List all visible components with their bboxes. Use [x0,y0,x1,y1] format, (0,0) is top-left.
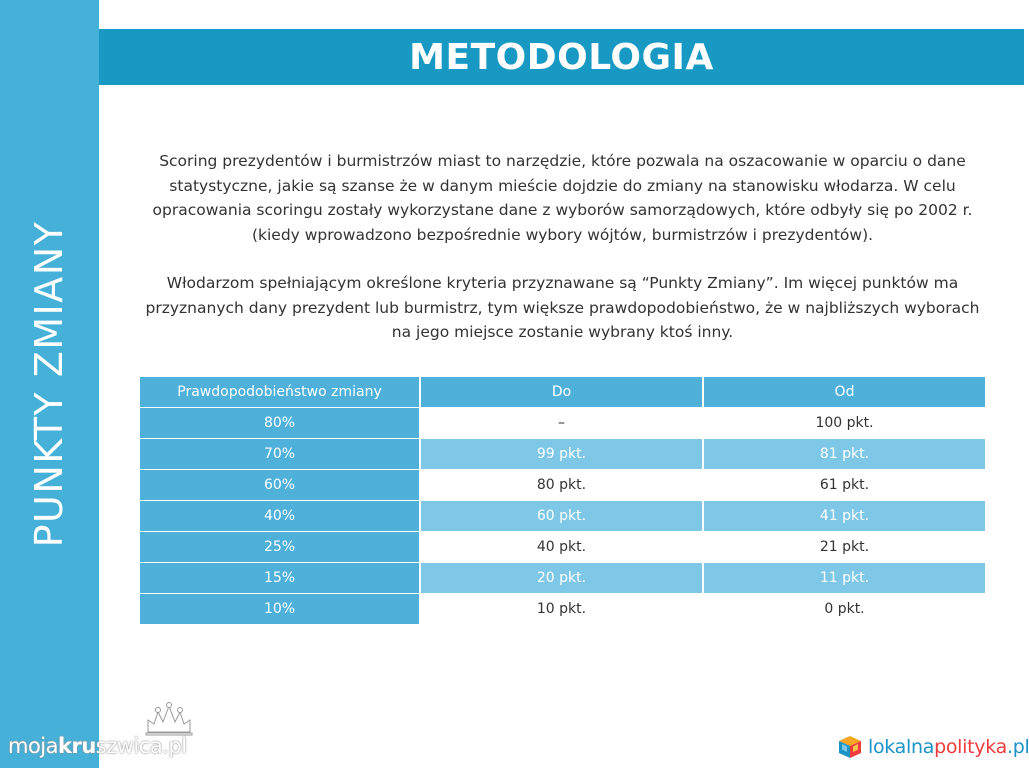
probability-cell: 60% [140,470,420,501]
header-to: Do [420,377,703,408]
wordmark-part-3: szwica.pl [95,734,187,758]
probability-cell: 10% [140,594,420,625]
mojakruszwica-logo [8,700,198,760]
probability-cell: 40% [140,501,420,532]
from-cell: 61 pkt. [703,470,985,501]
table-row [140,470,985,501]
probability-cell: 15% [140,563,420,594]
table-header-row [140,377,985,408]
intro-paragraph-2: Włodarzom spełniającym określone kryteria przyznawane są “Punkty Zmiany”. Im więcej punktów ma przyznanych dany prezydent lub burmistrz, tym większe prawdopodobieństwo, że w najbliższych wyborach na jego miejsce zostanie wybrany ktoś inny. [145,274,980,341]
sidebar [0,0,99,768]
to-cell: 10 pkt. [420,594,703,625]
from-cell: 41 pkt. [703,501,985,532]
probability-cell: 70% [140,439,420,470]
crown-emblem-icon [144,702,194,736]
lokalnapolityka-logo [838,735,1029,759]
to-cell: 80 pkt. [420,470,703,501]
header-probability: Prawdopodobieństwo zmiany [140,377,420,408]
cube-logo-icon [838,735,862,759]
table-row [140,501,985,532]
wordmark-part-1: moja [8,734,59,758]
from-cell: 0 pkt. [703,594,985,625]
from-cell: 11 pkt. [703,563,985,594]
probability-cell: 80% [140,408,420,439]
points-table [140,377,985,625]
from-cell: 100 pkt. [703,408,985,439]
intro-paragraph-1: Scoring prezydentów i burmistrzów miast to narzędzie, które pozwala na oszacowanie w oparciu o dane statystyczne, jakie są szanse że w danym mieście dojdzie do zmiany na stanowisku włodarza. W celu opracowania scoringu zostały wykorzystane dane z wyborów samorządowych, które odbyły się po 2002 r. (kiedy wprowadzono bezpośrednie wybory wójtów, burmistrzów i prezydentów). [152,152,973,244]
header-band [99,29,1024,85]
page-title: METODOLOGIA [409,36,714,78]
to-cell: – [420,408,703,439]
table-row [140,439,985,470]
wordmark-part-1: lokalna [868,736,935,758]
lokalnapolityka-wordmark [868,736,1029,758]
intro-text [140,149,985,345]
header-from: Od [703,377,985,408]
table-row [140,594,985,625]
from-cell: 81 pkt. [703,439,985,470]
wordmark-part-2: polityka [934,736,1007,758]
to-cell: 60 pkt. [420,501,703,532]
wordmark-part-3: .pl [1006,736,1029,758]
mojakruszwica-wordmark [8,734,187,758]
table-row [140,532,985,563]
to-cell: 99 pkt. [420,439,703,470]
to-cell: 40 pkt. [420,532,703,563]
sidebar-title: PUNKTY ZMIANY [27,220,71,548]
table-row [140,563,985,594]
wordmark-part-2: kru [58,734,96,758]
to-cell: 20 pkt. [420,563,703,594]
from-cell: 21 pkt. [703,532,985,563]
table-row [140,408,985,439]
probability-cell: 25% [140,532,420,563]
